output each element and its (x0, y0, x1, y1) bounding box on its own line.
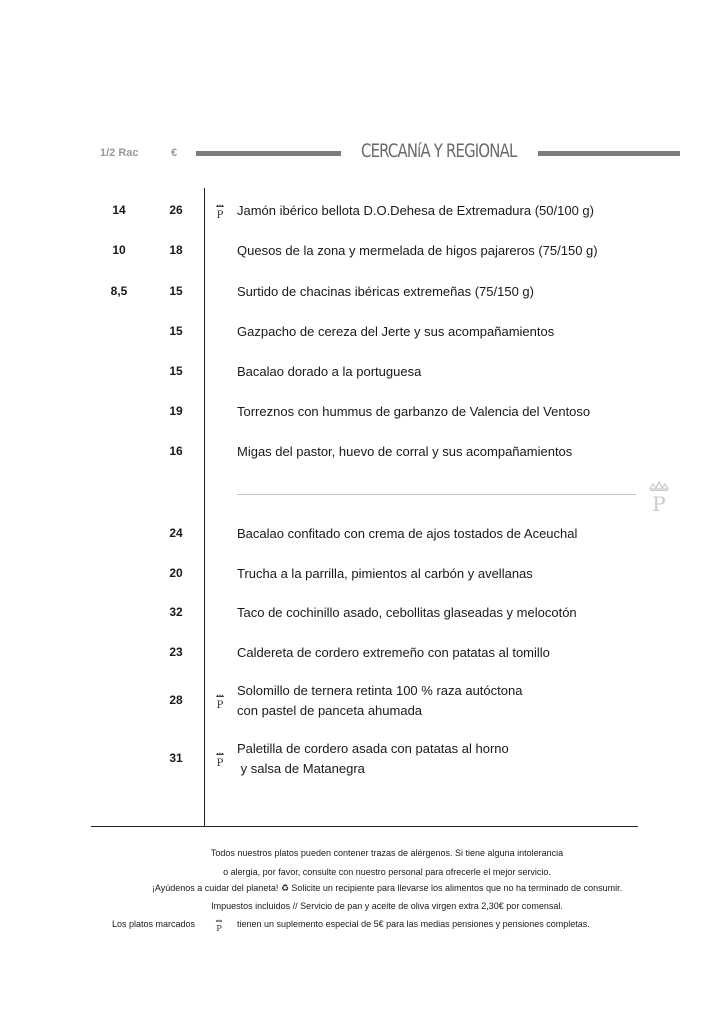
dish-name (237, 643, 550, 663)
column-divider-vertical (204, 188, 205, 827)
dish-line: Solomillo de ternera retinta 100 % raza autóctona (237, 683, 523, 698)
dish-line: Migas del pastor, huevo de corral y sus acompañamientos (237, 444, 573, 459)
half-portion-price: 10 (112, 243, 126, 257)
dish-line: Gazpacho de cereza del Jerte y sus acompañamientos (237, 324, 555, 339)
allergen-note-line2: o alergia, por favor, consulte con nuestro personal para ofrecerle el mejor servicio. (223, 867, 551, 877)
half-portion-price: 8,5 (110, 284, 128, 298)
dish-line: Bacalao confitado con crema de ajos tostados de Aceuchal (237, 526, 578, 541)
full-price: 23 (169, 645, 183, 659)
dish-line: Torreznos con hummus de garbanzo de Valencia del Ventoso (237, 404, 591, 419)
dish-line: Jamón ibérico bellota D.O.Dehesa de Extremadura (50/100 g) (237, 203, 594, 218)
dish-name (237, 681, 522, 721)
supplement-note: tienen un suplemento especial de 5€ para las medias pensiones y pensiones completas. (237, 919, 590, 929)
dish-line: Paletilla de cordero asada con patatas al horno (237, 741, 509, 756)
marked-dishes-label: Los platos marcados (112, 919, 196, 929)
svg-text:P: P (216, 210, 224, 219)
dish-name (237, 524, 577, 544)
tax-service-note: Impuestos incluidos // Servicio de pan y aceite de oliva virgen extra 2,30€ por comensal. (211, 901, 563, 911)
dish-line: Surtido de chacinas ibéricas extremeñas (75/150 g) (237, 284, 534, 299)
dish-name (237, 739, 509, 779)
half-portion-price: 14 (112, 203, 126, 217)
dish-line: Trucha a la parrilla, pimientos al carbón y avellanas (237, 566, 533, 581)
half-portion-column-header: 1/2 Rac (100, 147, 139, 159)
dish-line: y salsa de Matanegra (237, 761, 365, 776)
price-column-header: € (171, 147, 178, 159)
dish-name (237, 442, 572, 462)
header-bar-right (538, 151, 680, 156)
dish-name (237, 564, 533, 584)
full-price: 16 (169, 444, 183, 458)
dish-line: Bacalao dorado a la portuguesa (237, 364, 422, 379)
full-price: 15 (169, 284, 183, 298)
svg-text:P: P (216, 758, 224, 767)
svg-text:P: P (216, 922, 222, 932)
full-price: 18 (169, 243, 183, 257)
svg-text:P: P (216, 700, 224, 709)
full-price: 32 (169, 605, 183, 619)
crowned-p-icon (214, 203, 226, 219)
header-bar-left (196, 151, 341, 156)
full-price: 24 (169, 526, 183, 540)
dish-name (237, 201, 594, 221)
full-price: 15 (169, 364, 183, 378)
crowned-p-icon (214, 693, 226, 709)
dish-line: Caldereta de cordero extremeño con patatas al tomillo (237, 645, 550, 660)
recycle-note: ¡Ayúdenos a cuidar del planeta! ♻ Solicite un recipiente para llevarse los alimentos que no ha terminado de consumir. (151, 883, 623, 893)
full-price: 20 (169, 566, 183, 580)
dish-line: Taco de cochinillo asado, cebollitas glaseadas y melocotón (237, 605, 577, 620)
allergen-note-line1: Todos nuestros platos pueden contener trazas de alérgenos. Si tiene alguna intolerancia (210, 848, 564, 858)
full-price: 19 (169, 404, 183, 418)
full-price: 15 (169, 324, 183, 338)
dish-name (237, 241, 598, 261)
crowned-p-icon (214, 918, 224, 932)
full-price: 26 (169, 203, 183, 217)
full-price: 31 (169, 751, 183, 765)
menu-bottom-rule (91, 826, 638, 827)
section-title: CERCANíA Y REGIONAL (361, 140, 517, 162)
section-divider (237, 494, 636, 495)
dish-name (237, 282, 534, 302)
dish-name (237, 322, 554, 342)
dish-name (237, 362, 421, 382)
dish-name (237, 603, 577, 623)
full-price: 28 (169, 693, 183, 707)
dish-name (237, 402, 590, 422)
crowned-p-logo (646, 480, 672, 514)
crowned-p-icon (214, 751, 226, 767)
svg-text:P: P (652, 492, 666, 514)
dish-line: Quesos de la zona y mermelada de higos pajareros (75/150 g) (237, 243, 598, 258)
dish-line: con pastel de panceta ahumada (237, 703, 423, 718)
